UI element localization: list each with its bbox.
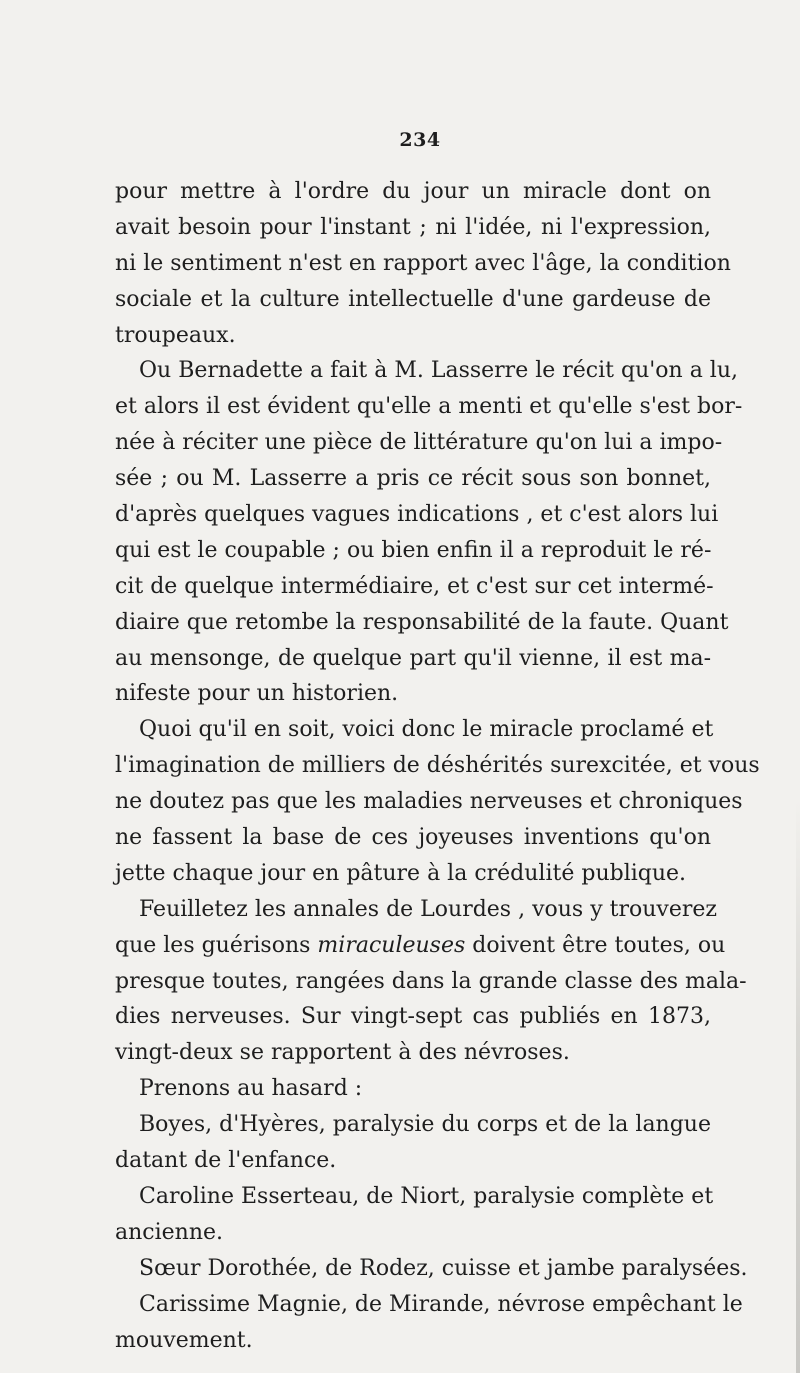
body-text xyxy=(115,174,760,1358)
text-line: ne doutez pas que les maladies nerveuses et chroniques xyxy=(115,789,743,815)
text-line: ne fassent la base de ces joyeuses inventions qu'on xyxy=(115,825,711,851)
text-line: datant de l'enfance. xyxy=(115,1148,337,1174)
page-number: 234 xyxy=(399,129,441,151)
text-line: au mensonge, de quelque part qu'il vienne, il est ma- xyxy=(115,645,711,671)
text-line: presque toutes, rangées dans la grande classe des mala- xyxy=(115,968,747,994)
text-line: Caroline Esserteau, de Niort, paralysie complète et xyxy=(139,1183,714,1209)
text-line: Carissime Magnie, de Mirande, névrose empêchant le xyxy=(139,1291,743,1317)
text-segment: que les guérisons xyxy=(115,932,318,958)
text-line: diaire que retombe la responsabilité de la faute. Quant xyxy=(115,609,729,635)
text-line: Feuilletez les annales de Lourdes , vous y trouverez xyxy=(139,896,717,922)
text-line: Boyes, d'Hyères, paralysie du corps et de la langue xyxy=(139,1112,711,1138)
text-line: Ou Bernadette a fait à M. Lasserre le récit qu'on a lu, xyxy=(139,358,739,384)
text-line: dies nerveuses. Sur vingt-sept cas publiés en 1873, xyxy=(115,1004,711,1030)
text-line: qui est le coupable ; ou bien enfin il a reproduit le ré- xyxy=(115,537,712,563)
text-line: vingt-deux se rapportent à des névroses. xyxy=(115,1040,570,1066)
text-line: d'après quelques vagues indications , et c'est alors lui xyxy=(115,502,719,528)
text-line: pour mettre à l'ordre du jour un miracle dont on xyxy=(115,179,711,204)
italic-word: miraculeuses xyxy=(317,932,466,958)
text-line: cit de quelque intermédiaire, et c'est sur cet intermé- xyxy=(115,573,714,599)
text-line: l'imagination de milliers de déshérités surexcitée, et vous xyxy=(115,753,760,779)
text-line: et alors il est évident qu'elle a menti et qu'elle s'est bor- xyxy=(115,394,743,420)
page-edge-shadow xyxy=(796,800,800,1373)
text-line: née à réciter une pièce de littérature qu'on lui a impo- xyxy=(115,430,723,456)
text-line: ancienne. xyxy=(115,1219,224,1245)
text-line: jette chaque jour en pâture à la crédulité publique. xyxy=(115,860,687,886)
text-line: Quoi qu'il en soit, voici donc le miracle proclamé et xyxy=(139,717,714,743)
text-line: sée ; ou M. Lasserre a pris ce récit sous son bonnet, xyxy=(115,466,711,492)
text-line: ni le sentiment n'est en rapport avec l'âge, la condition xyxy=(115,250,731,276)
text-line: sociale et la culture intellectuelle d'une gardeuse de xyxy=(115,286,711,312)
text-line: avait besoin pour l'instant ; ni l'idée, ni l'expression, xyxy=(115,214,711,240)
text-segment: doivent être toutes, ou xyxy=(465,932,726,958)
text-line: troupeaux. xyxy=(115,322,236,348)
text-line: mouvement. xyxy=(115,1327,253,1353)
text-line: Prenons au hasard : xyxy=(139,1076,363,1102)
text-line: nifeste pour un historien. xyxy=(115,681,399,707)
text-line: Sœur Dorothée, de Rodez, cuisse et jambe paralysées. xyxy=(139,1255,748,1281)
text-line xyxy=(115,928,726,964)
